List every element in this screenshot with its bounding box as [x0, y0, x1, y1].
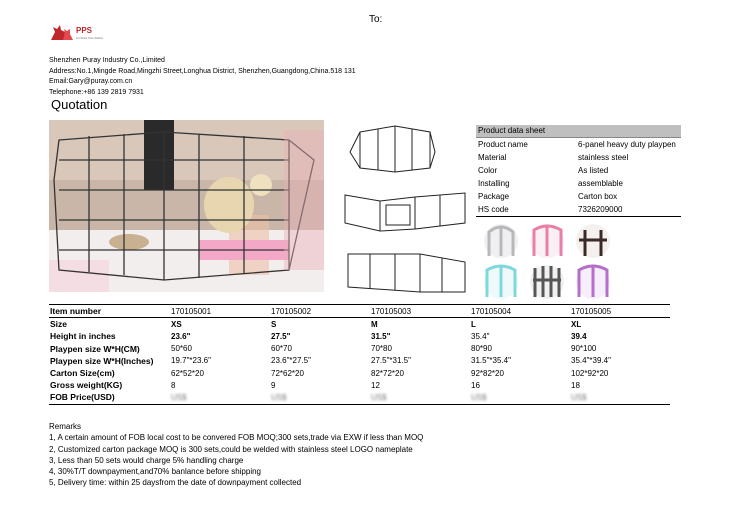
remark-item: 5, Delivery time: within 25 daysfrom the date of downpayment collected — [49, 478, 302, 488]
remark-item: 3, Less than 50 sets would charge 5% handling charge — [49, 455, 244, 465]
company-telephone: Telephone:+86 139 2819 7931 — [49, 88, 144, 96]
remarks-heading: Remarks — [49, 422, 82, 431]
fob-price-row: FOB Price(USD) US$ US$ US$ US$ US$ — [49, 391, 670, 404]
remark-item: 4, 30%T/T downpayment,and70% banlance before shipping — [49, 467, 261, 477]
hs-code-row: HS code 7326209000 — [476, 203, 681, 217]
height-row: Height in inches 23.6" 27.5" 31.5" 35.4" 39.4 — [50, 331, 587, 342]
product-photo — [49, 120, 324, 292]
page-title: Quotation — [51, 97, 108, 112]
company-address: Address:No.1,Mingde Road,Mingzhi Street,Longhua District, Shenzhen,Guangdong,China.518 131 — [49, 67, 356, 75]
remark-item: 2, Customized carton package MOQ is 300 sets,could be welded with stainless steel LOGO nameplate — [49, 444, 413, 454]
playpen-straight-drawing — [340, 183, 470, 233]
playpen-size-cm-row: Playpen size W*H(CM) 50*60 60*70 70*80 80*90 90*100 — [50, 343, 597, 354]
to-label: To: — [369, 14, 383, 25]
company-name: Shenzhen Puray Industry Co.,Limited — [49, 57, 165, 64]
gross-weight-row: Gross weight(KG) 8 9 12 16 18 — [50, 380, 580, 391]
product-data-sheet-heading: Product data sheet — [476, 125, 681, 138]
remarks-section — [49, 421, 423, 489]
remark-item: 1, A certain amount of FOB local cost to be convered FOB MOQ;300 sets,trade via EXW if less than MOQ — [49, 433, 424, 443]
playpen-size-inches-row: Playpen size W*H(Inches) 19.7"*23.6" 23.6"*27.5" 27.5"*31.5" 31.5"*35.4" 35.4"*39.4" — [50, 355, 611, 366]
playpen-octagon-drawing — [340, 122, 470, 174]
installing-row: Installing assemblable — [478, 179, 623, 188]
logo-tagline: For Better Pets Welfare — [76, 37, 104, 40]
item-number-row: Item number 170105001 170105002 170105003 170105004 170105005 — [49, 305, 670, 318]
product-name-row: Product name 6-panel heavy duty playpen — [478, 140, 676, 149]
material-row: Material stainless steel — [478, 153, 629, 162]
company-info — [49, 56, 356, 98]
product-data-sheet — [476, 125, 681, 217]
dog-silhouette-icon — [51, 25, 65, 40]
logo-text: PPS — [76, 26, 93, 35]
spec-table — [49, 304, 670, 405]
carton-size-row: Carton Size(cm) 62*52*20 72*62*20 82*72*20 92*82*20 102*92*20 — [50, 368, 609, 379]
color-swatches — [479, 222, 619, 302]
package-row: Package Carton box — [478, 192, 618, 201]
company-logo — [49, 22, 139, 44]
size-row: Size XS S M L XL — [49, 318, 670, 331]
color-row: Color As listed — [478, 166, 609, 175]
company-email: Email:Gary@puray.com.cn — [49, 78, 133, 85]
playpen-rectangle-drawing — [340, 242, 470, 297]
